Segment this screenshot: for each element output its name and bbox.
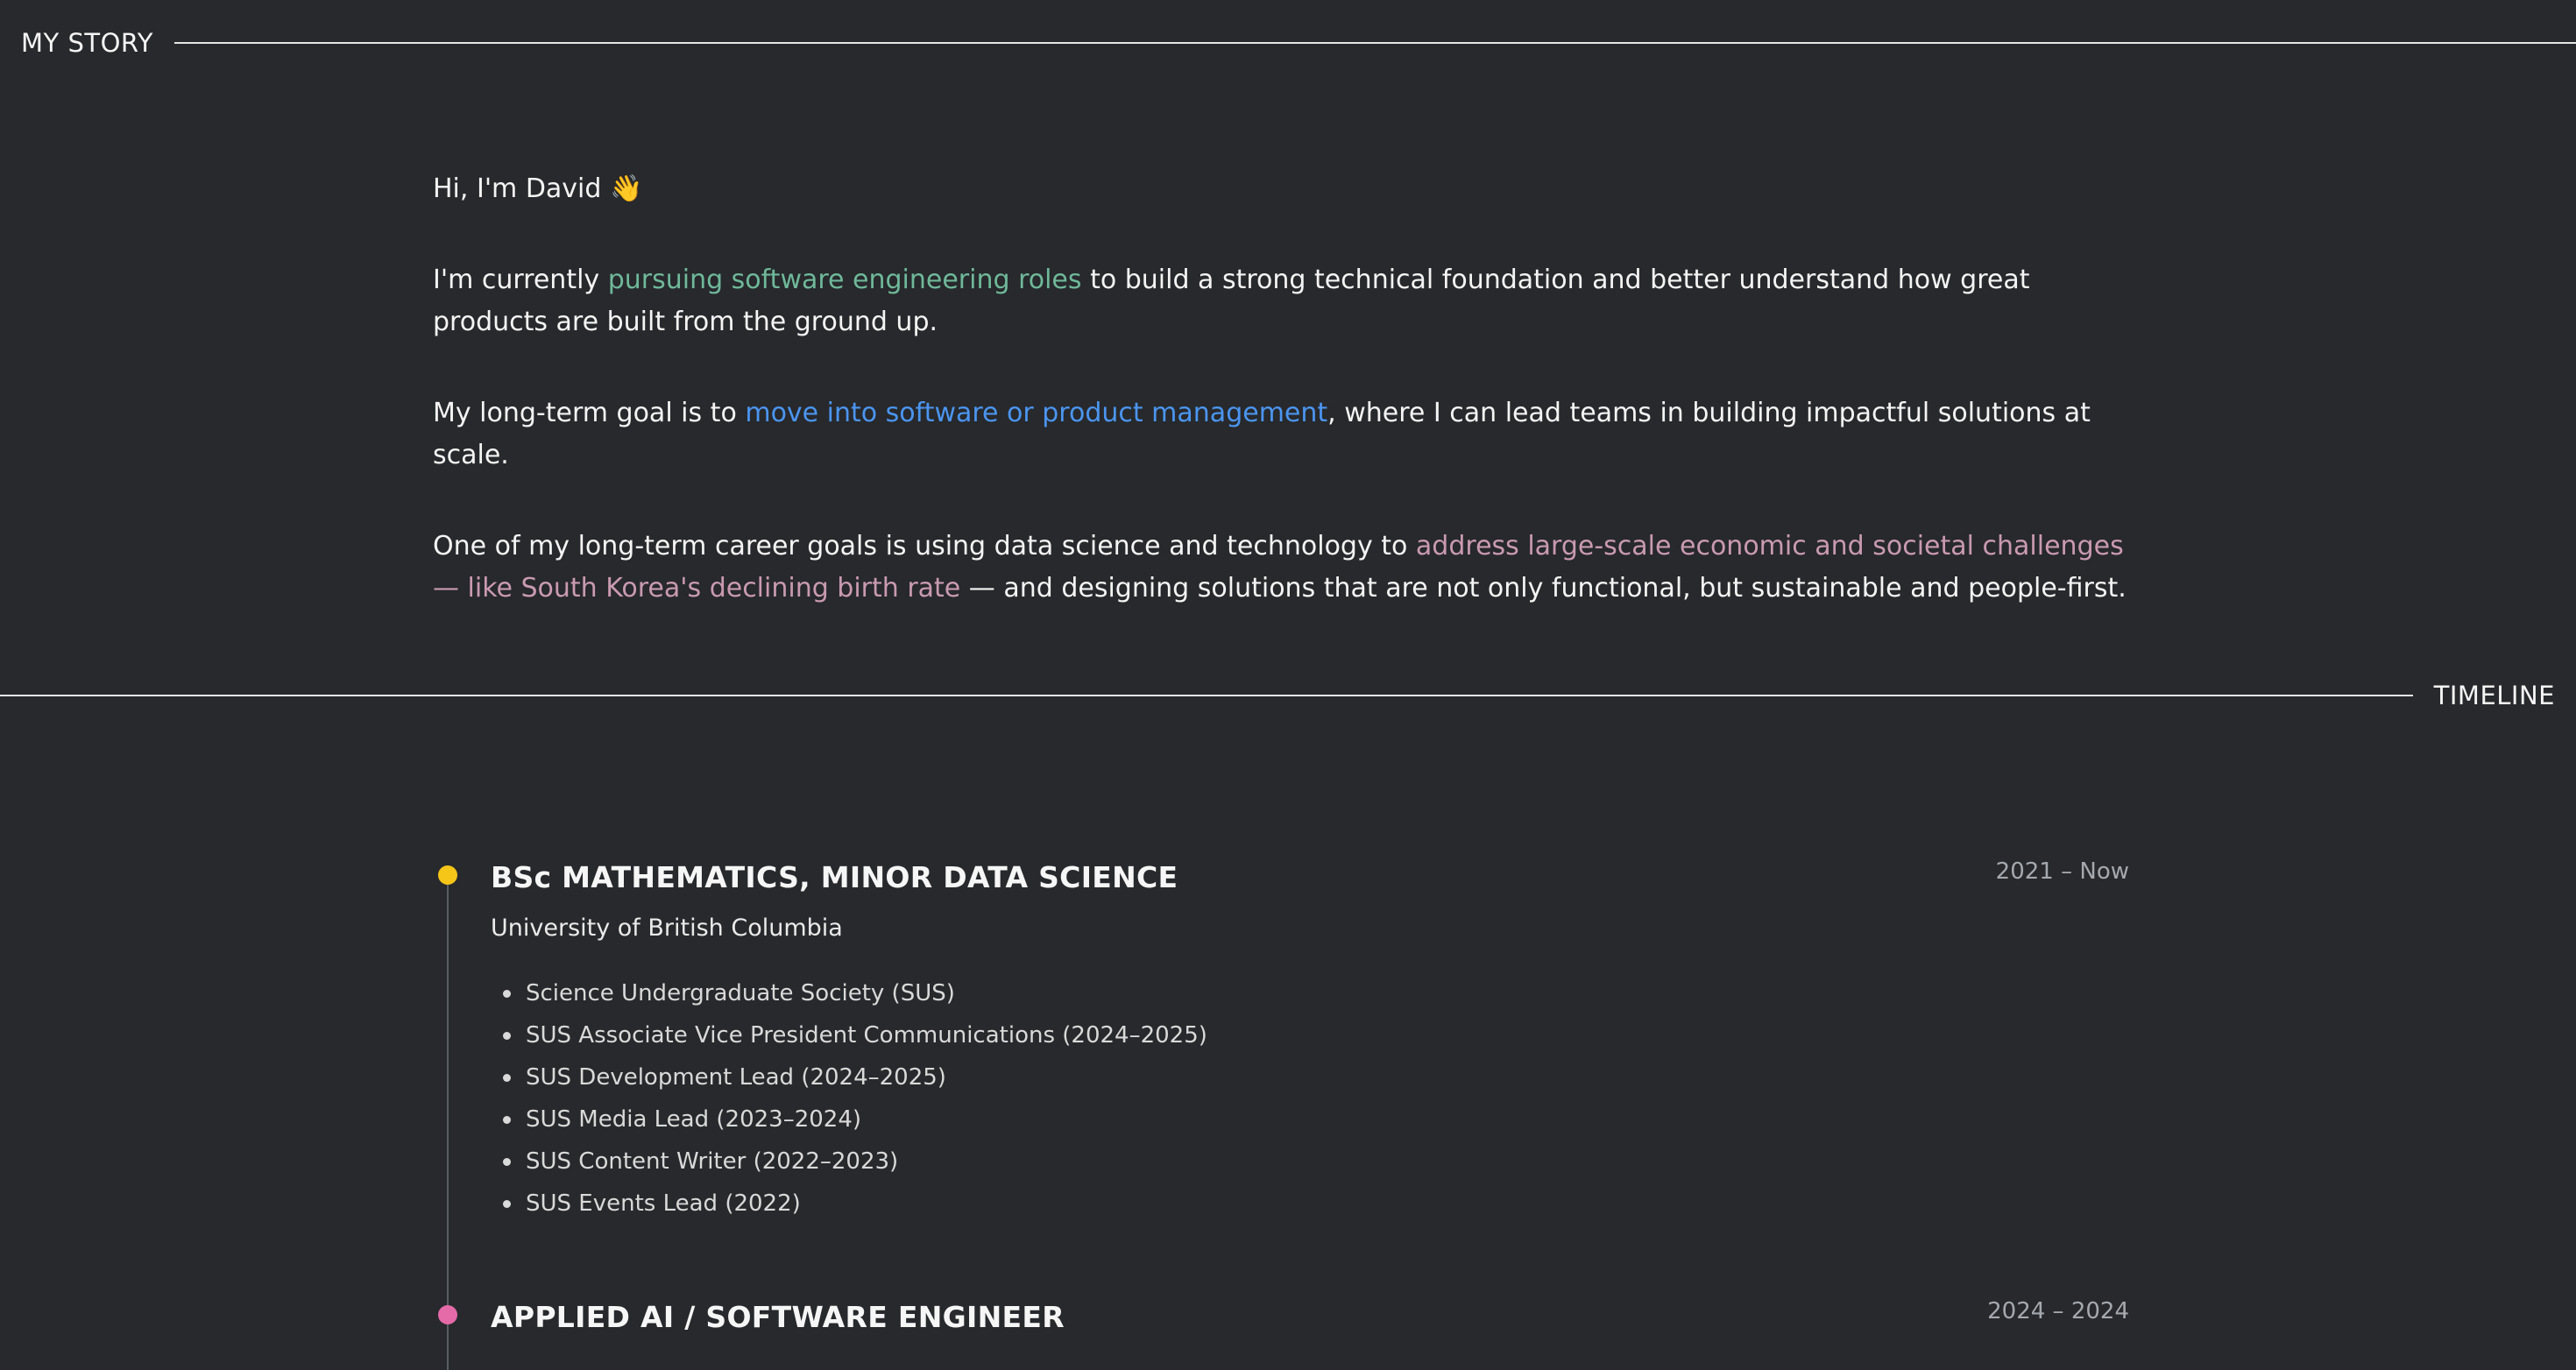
greeting	[433, 168, 2150, 210]
timeline-item-title: APPLIED AI / SOFTWARE ENGINEER	[491, 1300, 1065, 1334]
bullet-icon	[503, 1032, 511, 1040]
list-item	[491, 1098, 1207, 1140]
list-item-text: SUS Media Lead (2023–2024)	[526, 1106, 862, 1133]
bullet-icon	[503, 1200, 511, 1208]
timeline-item-organization: University of British Columbia	[491, 915, 843, 942]
p1-highlight: pursuing software engineering roles	[607, 265, 1082, 295]
timeline	[433, 841, 2129, 1356]
story-paragraph-1	[433, 259, 2150, 343]
waving-hand-icon: 👋	[609, 173, 643, 204]
timeline-item-date: 2021 – Now	[1995, 858, 2129, 885]
p2-text-after: , where I can lead teams in building impactful solutions at scale.	[433, 398, 2091, 470]
my-story-header	[0, 21, 2576, 65]
timeline-item-bullets	[491, 972, 1207, 1225]
section-divider	[174, 42, 2576, 44]
list-item	[491, 1183, 1207, 1225]
timeline-header	[0, 674, 2576, 717]
p1-text-before: I'm currently	[433, 265, 608, 295]
p3-text-before: One of my long-term career goals is using data science and technology to	[433, 531, 1416, 561]
timeline-dot-yellow	[438, 865, 457, 885]
story-paragraph-2	[433, 392, 2150, 477]
list-item-text: SUS Associate Vice President Communications (2024–2025)	[526, 1022, 1207, 1049]
bullet-icon	[503, 1074, 511, 1082]
p2-text-before: My long-term goal is to	[433, 398, 746, 428]
timeline-dot-pink	[438, 1305, 457, 1324]
section-title-my-story: MY STORY	[21, 28, 153, 58]
story-paragraph-3	[433, 526, 2150, 610]
timeline-item-title: BSc MATHEMATICS, MINOR DATA SCIENCE	[491, 860, 1178, 894]
timeline-item-date: 2024 – 2024	[1987, 1298, 2129, 1324]
p3-text-after: — and designing solutions that are not only functional, but sustainable and people-first.	[960, 573, 2127, 604]
greeting-text: Hi, I'm David	[433, 173, 602, 204]
list-item-text: SUS Content Writer (2022–2023)	[526, 1148, 899, 1175]
bullet-icon	[503, 1116, 511, 1124]
list-item-text: Science Undergraduate Society (SUS)	[526, 980, 955, 1006]
section-divider	[0, 695, 2413, 696]
bullet-icon	[503, 990, 511, 998]
list-item	[491, 1140, 1207, 1183]
list-item	[491, 1014, 1207, 1056]
list-item-text: SUS Development Lead (2024–2025)	[526, 1064, 946, 1091]
p1-text-after: to build a strong technical foundation and better understand how great products are built from the ground up.	[433, 265, 2030, 337]
section-title-timeline: TIMELINE	[2433, 681, 2555, 710]
list-item	[491, 972, 1207, 1014]
story-content	[433, 168, 2150, 659]
bullet-icon	[503, 1158, 511, 1166]
p2-highlight: move into software or product management	[745, 398, 1328, 428]
p3-highlight: address large-scale economic and societal challenges — like South Korea's declining birth rate	[433, 531, 2124, 604]
timeline-line	[447, 879, 449, 1370]
list-item-text: SUS Events Lead (2022)	[526, 1190, 801, 1217]
list-item	[491, 1056, 1207, 1098]
